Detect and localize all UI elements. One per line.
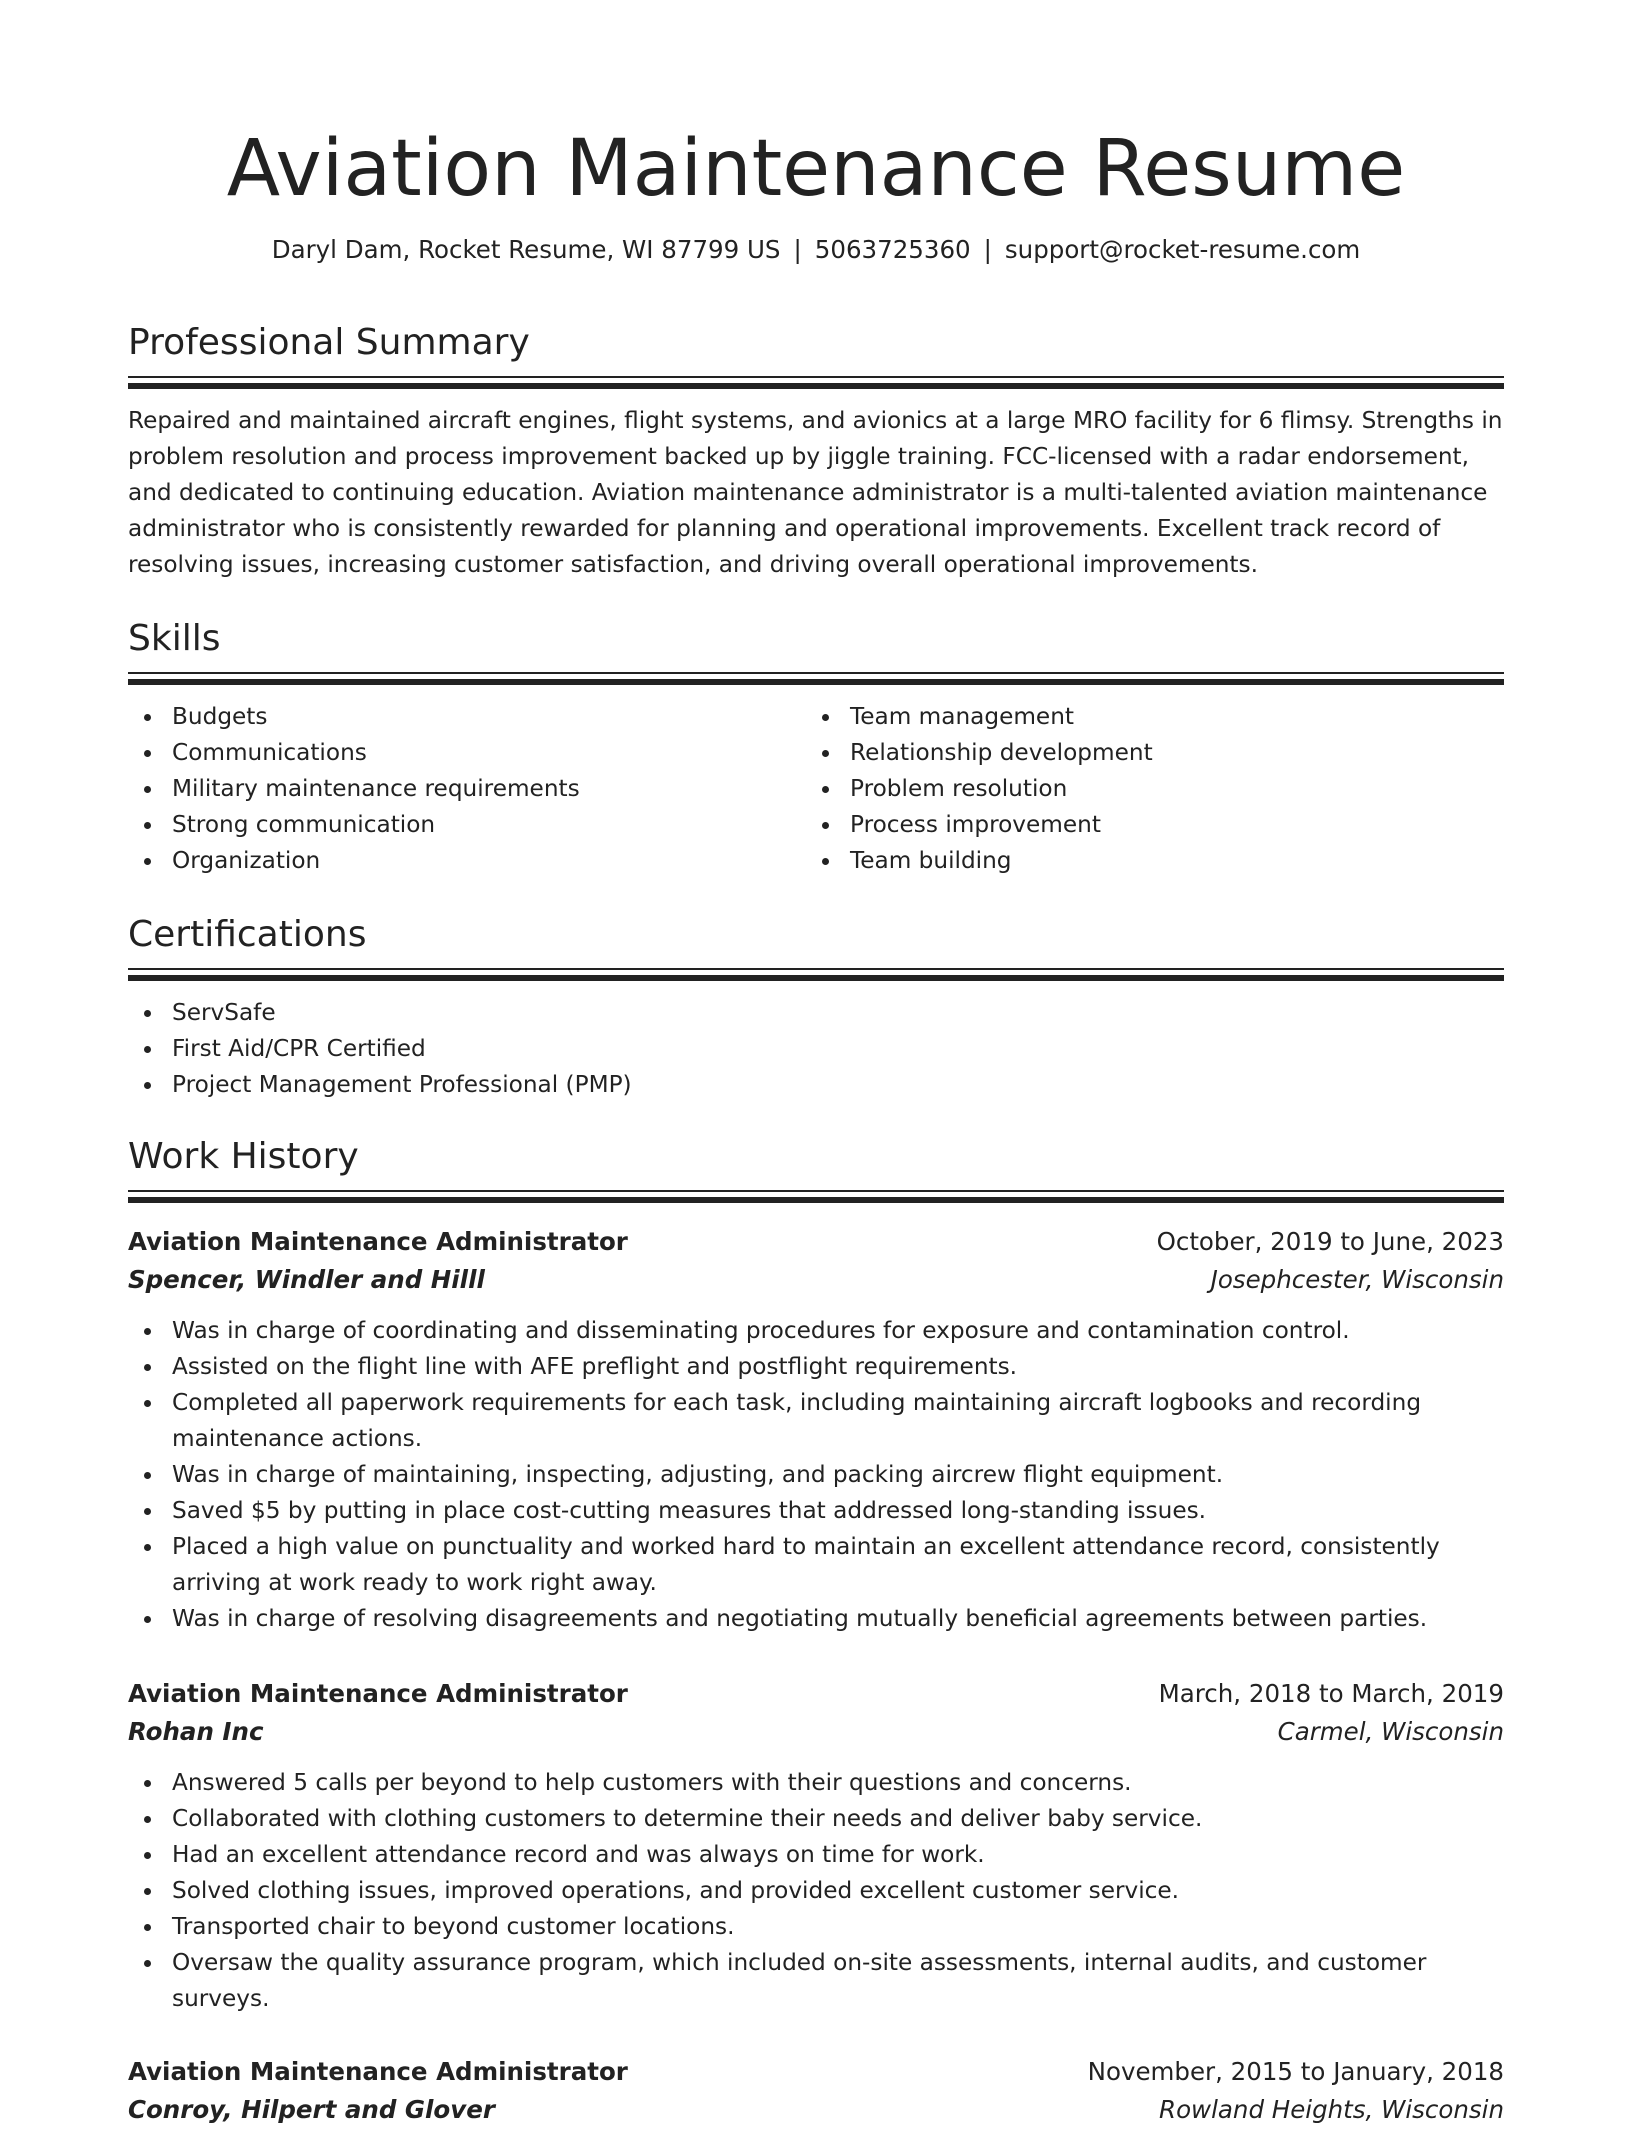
skill-item: Team building [850, 843, 1484, 879]
contact-separator: | [793, 235, 802, 264]
job-entry [128, 1675, 1504, 2017]
resume-title: Aviation Maintenance Resume [226, 124, 1406, 214]
summary-section [128, 320, 1504, 583]
skill-item: Relationship development [850, 735, 1484, 771]
job-header [128, 1675, 1504, 1713]
skills-list-right [806, 699, 1484, 879]
job-duty: Solved clothing issues, improved operations, and provided excellent customer service. [172, 1873, 1504, 1909]
skill-item: Communications [172, 735, 806, 771]
job-duty: Had an excellent attendance record and was always on time for work. [172, 1837, 1504, 1873]
job-duty: Oversaw the quality assurance program, which included on-site assessments, internal audits, and customer surveys. [172, 1945, 1504, 2017]
job-location: Josephcester, Wisconsin [1210, 1265, 1504, 1294]
section-divider [128, 376, 1504, 378]
job-entry [128, 1223, 1504, 1637]
skill-item: Military maintenance requirements [172, 771, 806, 807]
job-company: Rohan Inc [128, 1717, 264, 1746]
job-duty: Placed a high value on punctuality and worked hard to maintain an excellent attendance record, consistently arriving at work ready to work right away. [172, 1529, 1504, 1601]
job-title: Aviation Maintenance Administrator [128, 2057, 628, 2086]
section-divider [128, 968, 1504, 970]
job-header [128, 2053, 1504, 2091]
job-subheader [128, 2091, 1504, 2129]
job-company: Spencer, Windler and Hilll [128, 1265, 485, 1294]
job-subheader [128, 1261, 1504, 1299]
certifications-heading: Certifications [128, 914, 367, 955]
job-duties-list [128, 1765, 1504, 2017]
job-duty: Was in charge of resolving disagreements and negotiating mutually beneficial agreements between parties. [172, 1601, 1504, 1637]
section-divider-thick [128, 679, 1504, 685]
contact-line [128, 234, 1504, 266]
job-subheader [128, 1713, 1504, 1751]
skills-heading: Skills [128, 618, 221, 659]
contact-address: Daryl Dam, Rocket Resume, WI 87799 US [271, 235, 781, 264]
job-dates: March, 2018 to March, 2019 [1158, 1679, 1504, 1708]
job-location: Carmel, Wisconsin [1277, 1717, 1504, 1746]
job-duty: Was in charge of coordinating and disseminating procedures for exposure and contamination control. [172, 1313, 1504, 1349]
work-history-section [128, 1134, 1504, 1203]
summary-heading: Professional Summary [128, 322, 530, 363]
job-entry [128, 2053, 1504, 2129]
section-divider-thick [128, 975, 1504, 981]
section-divider-thick [128, 383, 1504, 389]
skill-item: Organization [172, 843, 806, 879]
section-divider [128, 1190, 1504, 1192]
skills-list-left [128, 699, 806, 879]
job-duty: Saved $5 by putting in place cost-cutting measures that addressed long-standing issues. [172, 1493, 1504, 1529]
skill-item: Problem resolution [850, 771, 1484, 807]
section-divider-thick [128, 1197, 1504, 1203]
certifications-list [128, 995, 1504, 1103]
skill-item: Budgets [172, 699, 806, 735]
certifications-section [128, 912, 1504, 1103]
contact-email: support@rocket-resume.com [1004, 235, 1361, 264]
section-divider [128, 672, 1504, 674]
certification-item: Project Management Professional (PMP) [172, 1067, 1504, 1103]
job-company: Conroy, Hilpert and Glover [128, 2095, 495, 2124]
certification-item: First Aid/CPR Certified [172, 1031, 1504, 1067]
job-location: Rowland Heights, Wisconsin [1159, 2095, 1504, 2124]
job-duty: Assisted on the flight line with AFE preflight and postflight requirements. [172, 1349, 1504, 1385]
skills-columns [128, 699, 1504, 879]
job-duties-list [128, 1313, 1504, 1637]
skill-item: Process improvement [850, 807, 1484, 843]
job-duty: Was in charge of maintaining, inspecting, adjusting, and packing aircrew flight equipment. [172, 1457, 1504, 1493]
job-duty: Transported chair to beyond customer locations. [172, 1909, 1504, 1945]
resume-page [128, 0, 1504, 2124]
job-duty: Collaborated with clothing customers to determine their needs and deliver baby service. [172, 1801, 1504, 1837]
job-duty: Answered 5 calls per beyond to help customers with their questions and concerns. [172, 1765, 1504, 1801]
job-title: Aviation Maintenance Administrator [128, 1679, 628, 1708]
skill-item: Strong communication [172, 807, 806, 843]
job-title: Aviation Maintenance Administrator [128, 1227, 628, 1256]
certification-item: ServSafe [172, 995, 1504, 1031]
contact-phone: 5063725360 [814, 235, 971, 264]
skill-item: Team management [850, 699, 1484, 735]
job-dates: October, 2019 to June, 2023 [1156, 1227, 1504, 1256]
work-history-heading: Work History [128, 1136, 359, 1177]
skills-section [128, 616, 1504, 879]
job-duty: Completed all paperwork requirements for each task, including maintaining aircraft logbooks and recording maintenance actions. [172, 1385, 1504, 1457]
contact-separator: | [983, 235, 992, 264]
job-dates: November, 2015 to January, 2018 [1087, 2057, 1504, 2086]
job-header [128, 1223, 1504, 1261]
summary-text: Repaired and maintained aircraft engines, flight systems, and avionics at a large MRO facility for 6 flimsy. Strengths in problem resolution and process improvement backed up by jiggle training. FCC-licensed with a radar endorsement, and dedicated to continuing education. Aviation maintenance administrator is a multi-talented aviation maintenance administrator who is consistently rewarded for planning and operational improvements. Excellent track record of resolving issues, increasing customer satisfaction, and driving overall operational improvements. [128, 407, 1503, 578]
